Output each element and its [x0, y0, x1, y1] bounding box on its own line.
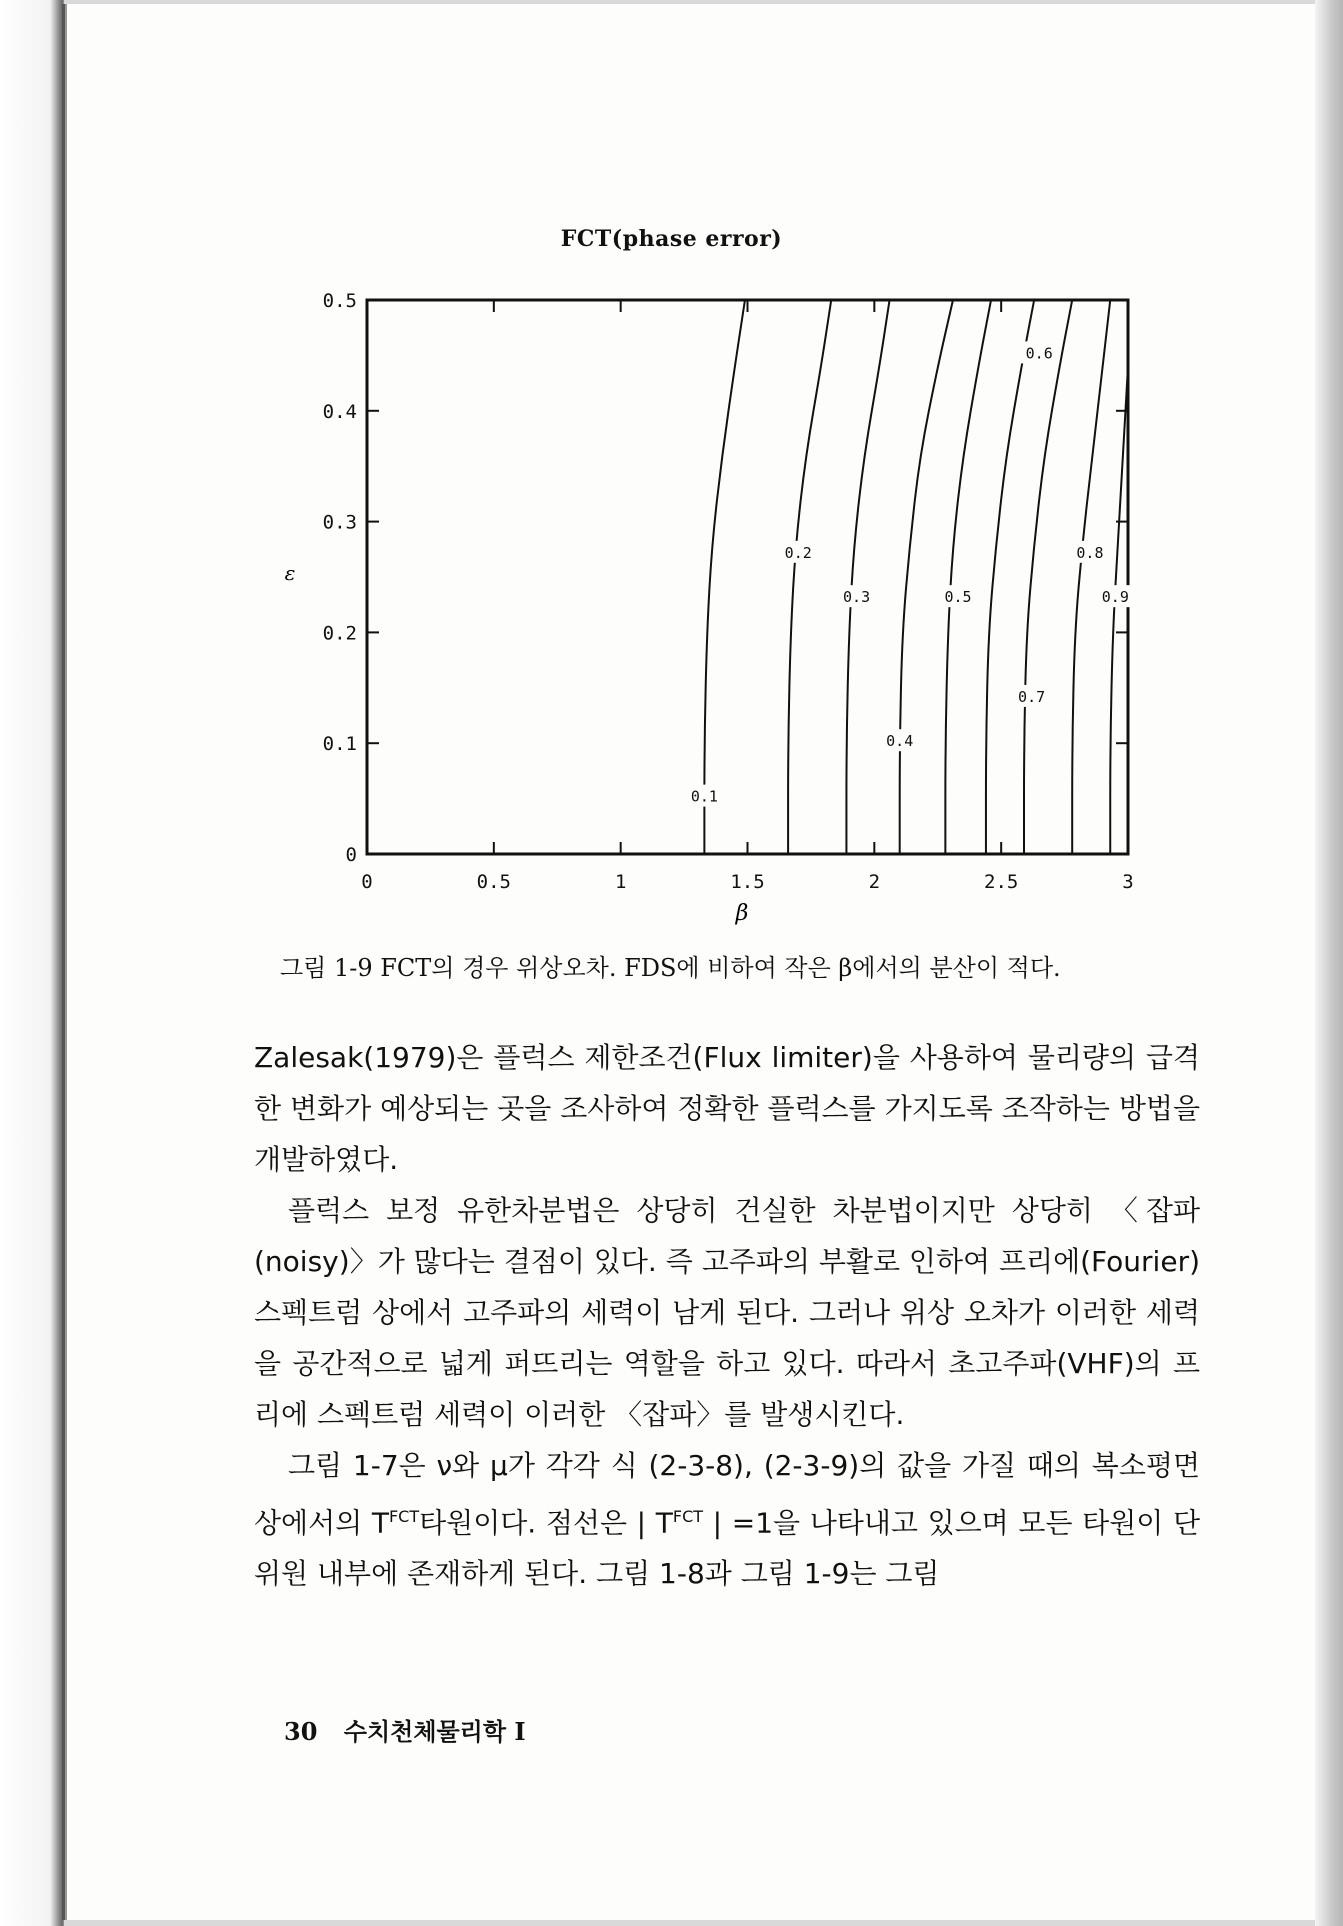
figure-caption: 그림 1-9 FCT의 경우 위상오차. FDS에 비하여 작은 β에서의 분산이 적다.: [280, 954, 1061, 982]
contour-labels: [684, 341, 1135, 806]
contour-line-0-1: [704, 300, 745, 854]
contour-line-0-2: [788, 300, 831, 854]
body-text: [254, 1032, 1200, 1599]
contour-label-0-8: 0.8: [1076, 543, 1104, 562]
contour-label-0-7: 0.7: [1018, 687, 1046, 706]
paragraph-text: 그림 1-7은 ν와 μ가 각각 식 (2-3-8), (2-3-9)의 값을 가질 때의 복소평면 상에서의 T: [254, 1449, 1200, 1540]
x-tick-label: 0: [361, 871, 373, 893]
paragraph-zalesak: Zalesak(1979)은 플럭스 제한조건(Flux limiter)을 사용하여 물리량의 급격한 변화가 예상되는 곳을 조사하여 정확한 플럭스를 가지도록 조작하는 방법을 개발하였다.: [254, 1041, 1200, 1176]
contour-label-0-2: 0.2: [784, 543, 812, 562]
x-tick-label: 0.5: [476, 871, 511, 893]
paragraph-text: | =1을 나타내고 있으며 모든 타원이 단위원 내부에 존재하게 된다. 그림 1-8과 그림 1-9는 그림: [254, 1506, 1200, 1591]
contour-chart: [0, 0, 1343, 940]
paragraph-flux-correction: 플럭스 보정 유한차분법은 상당히 건실한 차분법이지만 상당히 〈잡파(noisy)〉가 많다는 결점이 있다. 즉 고주파의 부활로 인하여 프리에(Fourier) 스펙트럼 상에서 고주파의 세력이 남게 된다. 그러나 위상 오차가 이러한 세력을 공간적으로 넓게 퍼뜨리는 역할을 하고 있다. 따라서 초고주파(VHF)의 프리에 스펙트럼 세력이 이러한 〈잡파〉를 발생시킨다.: [254, 1194, 1200, 1431]
contour-line-0-7: [1024, 300, 1072, 854]
chart-title: FCT(phase error): [560, 226, 783, 252]
y-tick-label: 0.5: [322, 290, 357, 312]
contour-label-0-4: 0.4: [886, 732, 914, 751]
paragraph-text: 타원이다. 점선은 | T: [419, 1506, 673, 1540]
contour-label-0-5: 0.5: [944, 588, 972, 607]
contour-label-0-3: 0.3: [843, 588, 871, 607]
paragraph-figure-reference: [254, 1440, 1200, 1599]
page-footer: [284, 1712, 544, 1747]
x-axis-label: β: [735, 901, 749, 926]
x-tick-label: 1.5: [730, 871, 765, 893]
y-tick-label: 0.1: [322, 733, 357, 756]
superscript-fct: FCT: [672, 1507, 704, 1526]
page-number: 30: [284, 1717, 318, 1746]
contour-line-0-3: [846, 300, 889, 854]
contour-label-0-1: 0.1: [690, 787, 718, 806]
contour-lines: [704, 300, 1128, 854]
plot-frame: [367, 300, 1128, 854]
x-tick-label: 2.5: [984, 871, 1019, 893]
contour-line-0-8: [1072, 300, 1110, 854]
book-title: 수치천체물리학 I: [343, 1717, 526, 1746]
contour-line-0-5: [945, 300, 991, 854]
y-tick-label: 0: [345, 844, 357, 866]
contour-label-0-9: 0.9: [1101, 588, 1129, 607]
y-tick-label: 0.4: [322, 400, 357, 423]
y-tick-label: 0.2: [322, 622, 357, 645]
y-axis: [323, 290, 1128, 866]
plot-frame-rect: [367, 300, 1128, 854]
contour-label-0-6: 0.6: [1025, 344, 1053, 363]
contour-line-0-9: [1110, 366, 1128, 854]
superscript-fct: FCT: [388, 1507, 420, 1526]
y-axis-label: ε: [284, 561, 296, 585]
contour-line-0-6: [986, 300, 1034, 854]
x-tick-label: 3: [1122, 871, 1134, 893]
y-tick-label: 0.3: [322, 511, 357, 534]
x-tick-label: 2: [868, 871, 881, 893]
x-tick-label: 1: [614, 871, 627, 893]
